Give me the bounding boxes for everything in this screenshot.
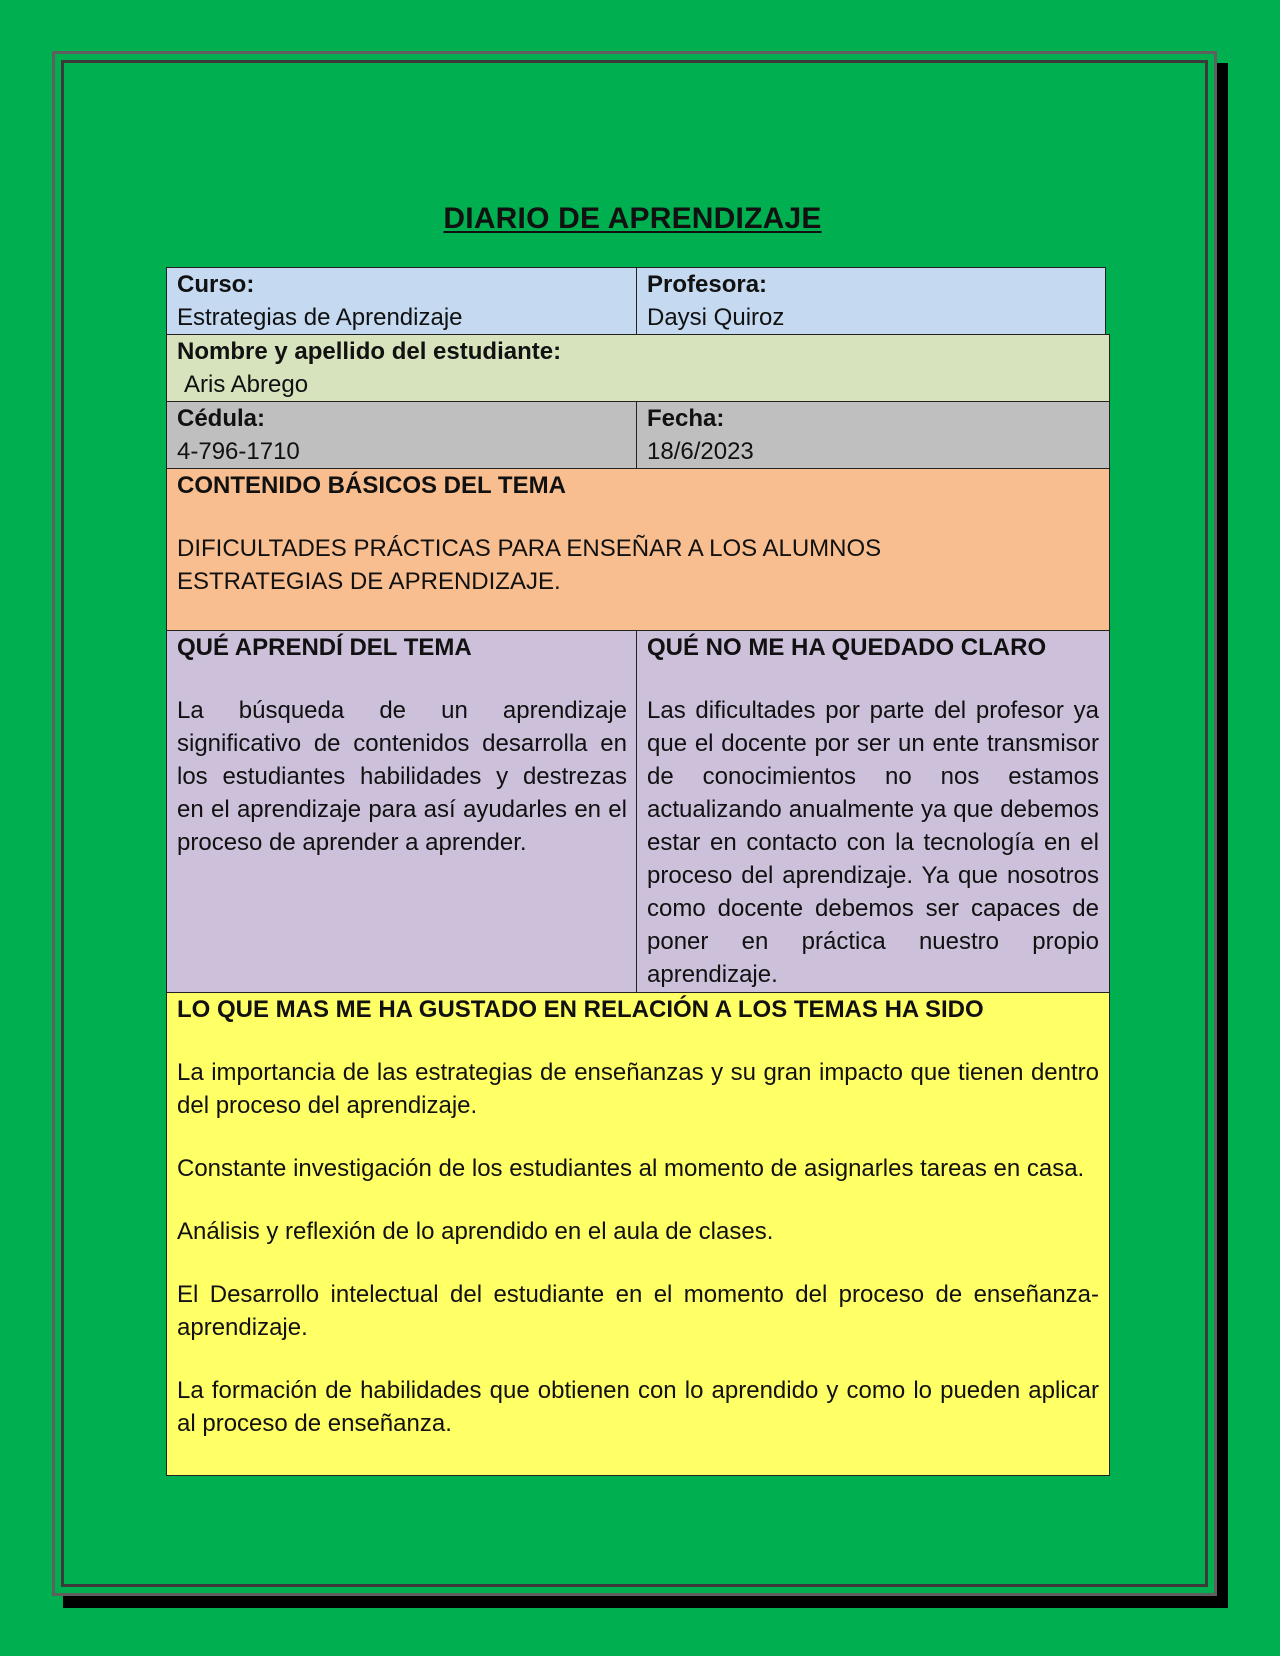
unclear-value: Las dificultades por parte del profesor ya que el docente por ser un ente transmisor de conocimientos no nos estamos actualizando anualmente ya que debemos estar en contacto con la tecnología en el proceso del aprendizaje. Ya que nosotros como docente debemos ser capaces de poner en práctica nuestro propio aprendizaje. <box>647 697 1099 988</box>
teacher-cell <box>636 268 1105 334</box>
learning-row <box>166 630 1110 993</box>
document-title: DIARIO DE APRENDIZAJE <box>443 202 822 235</box>
student-label: Nombre y apellido del estudiante: <box>177 338 562 365</box>
liked-item: La formación de habilidades que obtienen con lo aprendido y como lo pueden aplicar al proceso de enseñanza. <box>177 1377 1099 1437</box>
liked-cell <box>167 993 1109 1475</box>
student-value: Aris Abrego <box>184 371 309 398</box>
course-value: Estrategias de Aprendizaje <box>177 304 463 331</box>
teacher-value: Daysi Quiroz <box>647 304 785 331</box>
date-value: 18/6/2023 <box>647 438 754 465</box>
date-cell <box>636 402 1109 468</box>
course-row <box>166 267 1106 335</box>
content-cell <box>167 469 1109 630</box>
learned-value: La búsqueda de un aprendizaje significativo de contenidos desarrolla en los estudiantes habilidades y destrezas en el aprendizaje para así ayudarles en el proceso de aprender a aprender. <box>177 697 627 856</box>
liked-item: Análisis y reflexión de lo aprendido en el aula de clases. <box>177 1218 774 1245</box>
student-row <box>166 334 1110 402</box>
liked-item: Constante investigación de los estudiantes al momento de asignarles tareas en casa. <box>177 1155 1085 1182</box>
course-cell <box>167 268 637 334</box>
liked-item: El Desarrollo intelectual del estudiante en el momento del proceso de enseñanza-aprendizaje. <box>177 1281 1099 1341</box>
date-label: Fecha: <box>647 405 725 432</box>
id-value: 4-796-1710 <box>177 438 300 465</box>
learned-cell <box>167 631 637 992</box>
unclear-cell <box>636 631 1109 992</box>
learned-label: QUÉ APRENDÍ DEL TEMA <box>177 634 472 661</box>
liked-label: LO QUE MAS ME HA GUSTADO EN RELACIÓN A LOS TEMAS HA SIDO <box>177 996 984 1023</box>
teacher-label: Profesora: <box>647 271 768 298</box>
content-label: CONTENIDO BÁSICOS DEL TEMA <box>177 472 566 499</box>
content-value: DIFICULTADES PRÁCTICAS PARA ENSEÑAR A LOS ALUMNOS ESTRATEGIAS DE APRENDIZAJE. <box>177 535 882 595</box>
liked-row <box>166 992 1110 1476</box>
id-date-row <box>166 401 1110 469</box>
course-label: Curso: <box>177 271 255 298</box>
id-label: Cédula: <box>177 405 266 432</box>
unclear-label: QUÉ NO ME HA QUEDADO CLARO <box>647 634 1047 661</box>
liked-item: La importancia de las estrategias de enseñanzas y su gran impacto que tienen dentro del proceso del aprendizaje. <box>177 1059 1099 1119</box>
content-row <box>166 468 1110 631</box>
id-cell <box>167 402 637 468</box>
student-cell <box>167 335 1109 401</box>
